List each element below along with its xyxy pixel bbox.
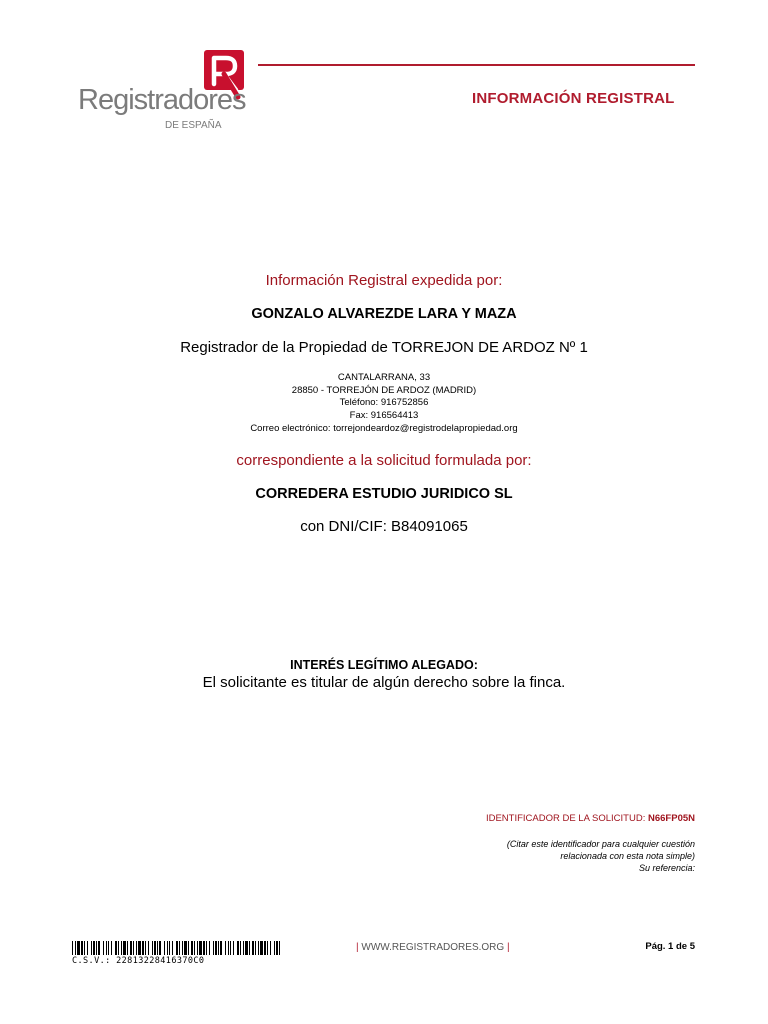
barcode-bar: [220, 941, 222, 955]
barcode-bar: [206, 941, 207, 955]
barcode-bar: [138, 941, 141, 955]
barcode-bar: [279, 941, 280, 955]
request-note-line: (Citar este identificador para cualquier cuestión: [506, 839, 695, 849]
barcode-bar: [203, 941, 205, 955]
barcode-bar: [72, 941, 73, 955]
barcode-bar: [133, 941, 134, 955]
logo-subtitle: DE ESPAÑA: [165, 120, 222, 131]
footer-bar-right: |: [506, 942, 510, 953]
barcode-bar: [225, 941, 226, 955]
logo-wordmark: Registradores: [78, 84, 246, 116]
page-number: Pág. 1 de 5: [645, 941, 695, 952]
barcode-bar: [233, 941, 234, 955]
barcode-bar: [91, 941, 92, 955]
barcode-bar: [199, 941, 202, 955]
barcode-bar: [252, 941, 254, 955]
applicant-name: CORREDERA ESTUDIO JURIDICO SL: [255, 486, 513, 502]
barcode-bar: [213, 941, 214, 955]
barcode-bar: [123, 941, 126, 955]
barcode-bar: [191, 941, 193, 955]
request-note-line: relacionada con esta nota simple): [560, 851, 695, 861]
barcode-bar: [111, 941, 112, 955]
barcode-bar: [96, 941, 97, 955]
barcode-bar: [188, 941, 189, 955]
barcode-bar: [167, 941, 168, 955]
barcode-bar: [215, 941, 217, 955]
barcode-bar: [164, 941, 165, 955]
registry-address: [0, 372, 768, 436]
interest-heading: INTERÉS LEGÍTIMO ALEGADO:: [290, 658, 478, 672]
barcode-bar: [157, 941, 158, 955]
barcode-bar: [81, 941, 83, 955]
barcode-bar: [159, 941, 161, 955]
barcode-bar: [106, 941, 107, 955]
applicant-id: con DNI/CIF: B84091065: [300, 518, 468, 535]
barcode-bar: [98, 941, 100, 955]
barcode-bar: [240, 941, 241, 955]
barcode-bar: [184, 941, 187, 955]
request-note-reference: Su referencia:: [638, 863, 695, 873]
csv-barcode: [72, 941, 280, 955]
barcode-bar: [115, 941, 117, 955]
csv-code: C.S.V.: 22813228416370C0: [72, 956, 205, 966]
header-divider: [258, 64, 695, 66]
barcode-bar: [218, 941, 219, 955]
footer-website-text[interactable]: WWW.REGISTRADORES.ORG: [361, 942, 505, 953]
address-street: CANTALARRANA, 33: [337, 372, 431, 383]
barcode-bar: [258, 941, 259, 955]
barcode-bar: [77, 941, 80, 955]
barcode-bar: [255, 941, 256, 955]
document-title: INFORMACIÓN REGISTRAL: [472, 90, 675, 107]
barcode-bar: [103, 941, 104, 955]
address-city: 28850 - TORREJÓN DE ARDOZ (MADRID): [291, 384, 477, 396]
barcode-bar: [130, 941, 132, 955]
registrar-title: Registrador de la Propiedad de TORREJON DE ARDOZ Nº 1: [180, 339, 588, 356]
barcode-bar: [145, 941, 146, 955]
barcode-bar: [75, 941, 76, 955]
barcode-bar: [127, 941, 128, 955]
address-phone: Teléfono: 916752856: [339, 397, 429, 409]
footer-bar-left: |: [356, 942, 359, 953]
request-identifier: [486, 813, 695, 824]
barcode-bar: [182, 941, 183, 955]
barcode-bar: [264, 941, 266, 955]
barcode-bar: [118, 941, 119, 955]
barcode-bar: [172, 941, 173, 955]
barcode-bar: [209, 941, 210, 955]
barcode-bar: [169, 941, 170, 955]
barcode-bar: [93, 941, 95, 955]
barcode-bar: [243, 941, 244, 955]
request-note: [507, 838, 695, 874]
request-by-label: correspondiente a la solicitud formulada por:: [236, 452, 532, 469]
barcode-bar: [270, 941, 271, 955]
barcode-bar: [260, 941, 263, 955]
barcode-bar: [84, 941, 85, 955]
address-email: Correo electrónico: torrejondeardoz@registrodelapropiedad.org: [250, 422, 518, 434]
barcode-bar: [267, 941, 268, 955]
footer-website: [356, 942, 510, 953]
issued-by-label: Información Registral expedida por:: [265, 272, 503, 289]
request-id-value: N66FP05N: [648, 813, 695, 824]
barcode-bar: [276, 941, 278, 955]
interest-text: El solicitante es titular de algún derecho sobre la finca.: [202, 674, 566, 691]
barcode-bar: [121, 941, 122, 955]
barcode-bar: [230, 941, 231, 955]
barcode-bar: [154, 941, 156, 955]
request-id-label: IDENTIFICADOR DE LA SOLICITUD:: [485, 813, 646, 824]
barcode-bar: [274, 941, 275, 955]
barcode-bar: [249, 941, 250, 955]
barcode-bar: [245, 941, 248, 955]
barcode-bar: [194, 941, 195, 955]
barcode-bar: [179, 941, 180, 955]
barcode-bar: [197, 941, 198, 955]
barcode-bar: [237, 941, 239, 955]
address-fax: Fax: 916564413: [349, 410, 419, 422]
barcode-bar: [87, 941, 88, 955]
barcode-bar: [228, 941, 229, 955]
registrar-name: GONZALO ALVAREZDE LARA Y MAZA: [251, 306, 517, 322]
barcode-bar: [152, 941, 153, 955]
barcode-bar: [136, 941, 137, 955]
barcode-bar: [148, 941, 149, 955]
barcode-bar: [176, 941, 178, 955]
barcode-bar: [142, 941, 144, 955]
barcode-bar: [108, 941, 109, 955]
